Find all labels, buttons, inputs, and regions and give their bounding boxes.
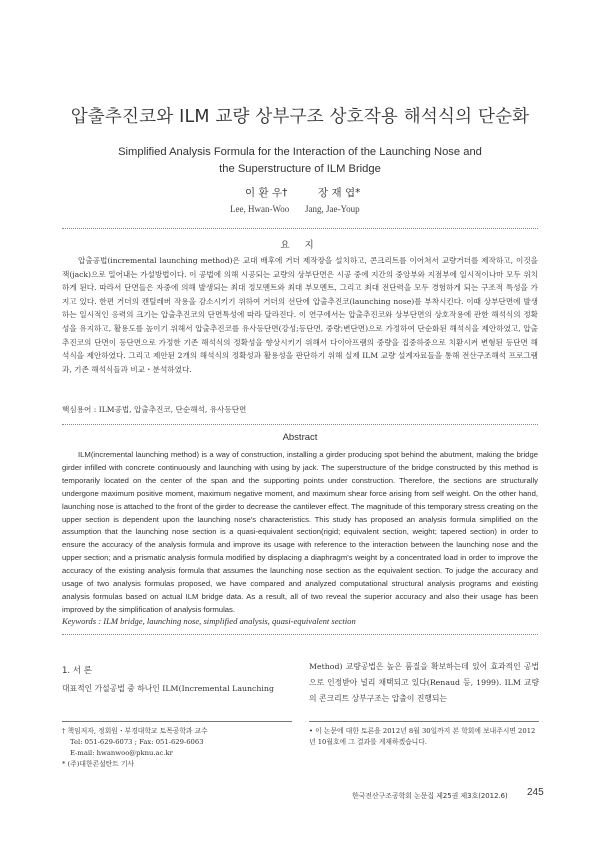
title-en-line-2: the Superstructure of ILM Bridge: [219, 163, 381, 175]
authors-english: [0, 204, 600, 218]
intro-text-left: 대표적인 가설공법 중 하나인 ILM(Incremental Launching: [62, 684, 274, 693]
abstract-ko-heading: 요 지: [280, 240, 320, 251]
keywords-english: Keywords : ILM bridge, launching nose, simplified analysis, quasi-equivalent section: [62, 616, 356, 626]
title-en-line-1: Simplified Analysis Formula for the Interaction of the Launching Nose and: [118, 146, 482, 158]
paper-title-korean: 압출추진코와 ILM 교량 상부구조 상호작용 해석식의 단순화: [70, 107, 530, 127]
journal-info: 한국전산구조공학회 논문집 제25권 제3호(2012.6): [352, 792, 508, 800]
footnote-rule-right: [309, 721, 539, 722]
authors-korean: [0, 185, 600, 201]
paper-title-english: [0, 144, 600, 178]
footnote-email: E-mail: hwanwoo@pknu.ac.kr: [70, 749, 173, 757]
section-heading-introduction: 1. 서 론: [62, 666, 92, 676]
footnote-rule-left: [62, 721, 292, 722]
keywords-korean: 핵심용어 : ILM공법, 압출추진코, 단순해석, 유사등단면: [62, 405, 247, 414]
footnotes-right: [309, 726, 539, 748]
author-2-name-en: Jang, Jae-Youp: [305, 204, 360, 214]
divider-abstract: [62, 424, 538, 425]
author-1-name-ko: 이 환 우†: [245, 187, 288, 199]
divider-top: [62, 228, 538, 229]
footnote-corresponding-author: † 책임저자, 정회원・부경대학교 토목공학과 교수: [62, 727, 208, 735]
divider-bottom: [62, 634, 538, 635]
author-1-name-en: Lee, Hwan-Woo: [230, 204, 290, 214]
intro-text-right: Method) 교량공법은 높은 품질을 확보하는데 있어 효과적인 공법으로 인정받아 널리 채택되고 있다(Renaud 등, 1999). ILM 교량의 콘크리트 상부구조는 압출이 진행되는: [309, 662, 539, 703]
page-number: 245: [527, 787, 544, 798]
abstract-en-heading: Abstract: [282, 432, 318, 443]
author-2-name-ko: 장 재 엽*: [318, 187, 361, 199]
footnote-tel-fax: Tel: 051-629-6073 ; Fax: 051-629-6063: [70, 738, 204, 746]
abstract-korean: 압출공법(incremental launching method)은 교대 배후에 거더 제작장을 설치하고, 콘크리트를 이어쳐서 교량거더를 제작하고, 이것을 잭(jack)으로 밀어내는 가설방법이다. 이 공법에 의해 시공되는 교량의 상부단면은 시공 중에 지간의 중앙부와 지점부에 일시적이나마 모두 위치하게 된다. 따라서 단면들은 자중에 의해 발생되는 최대 정모멘트와 최대 부모멘트, 그리고 최대 전단력을 모두 경험하게 되는 구조적 특성을 가지고 있다. 한편 거더의 캔틸레버 작용을 감소시키기 위하여 거더의 선단에 압출추진코(launching nose)를 부착시킨다. 이때 상부단면에 발생하는 일시적인 응력의 크기는 압출추진코의 단면특성에 따라 달라진다. 이 연구에서는 압출추진코와 상부단면의 상호작용에 관한 해석식의 정확성을 유지하고, 활용도를 높이기 위해서 압출추진코를 유사등단면(강성;등단면, 중량;변단면)으로 가정하여 단순화된 해석식을 제안하였고, 압출추진코의 단면이 등단면으로 가정한 기존 해석식의 정확성을 향상시키기 위해서 다이아프램의 중량을 집중하중으로 치환시켜 변형된 등단면 해석식을 제안하였다. 그리고 제안된 2개의 해석식의 정확성과 활용성을 판단하기 위해 실제 ILM 교량 설계자료들을 통해 전산구조해석 프로그램과, 기존 해석식들과 비교・분석하였다.: [62, 256, 538, 374]
footnote-coauthor: * (주)대한콘설탄트 기사: [62, 760, 135, 768]
footnotes-left: [62, 726, 292, 770]
footnote-discussion: • 이 논문에 대한 토론을 2012년 8월 30일까지 본 학회에 보내주시면 2012년 10월호에 그 결과를 게재하겠습니다.: [309, 727, 536, 746]
abstract-english: ILM(incremental launching method) is a way of construction, installing a girder producing spot behind the abutment, making the bridge girder infilled with concrete continuously and launching with using by jack. The superstructure of the bridge constructed by this method is temporarily located on the center of the span and the supporting points under construction. Therefore, the sections are structurally undergone maximum positive moment, maximum negative moment, and maximum shear force arising from self weight. On the other hand, launching nose is attached to the front of the girder to decrease the cantilever effect. The magnitude of this temporary stress creating on the upper section is dependent upon the launching nose's characteristics. This study has proposed an analysis formula simplified on the assumption that the launching nose section is a quasi-equivalent section(rigid; equivalent section, weight; tapered section) in order to ensure the accuracy of the analysis formula and improve its usage with reference to the interaction between the launching nose and the upper section; and a prismatic analysis formula modified by displacing a diaphragm's weight by a concentrated load in order to improve the accuracy of the existing analysis formula that assumes the launching nose section as the equivalent section. To judge the accuracy and usage of two analysis formulas proposed, we have compared and analyzed computational structural analysis programs and existing analysis formulas based on actual ILM bridge data. As a result, all of two reveal the superior accuracy and also their usage has been improved by the simplification of analysis formulas.: [62, 450, 538, 614]
